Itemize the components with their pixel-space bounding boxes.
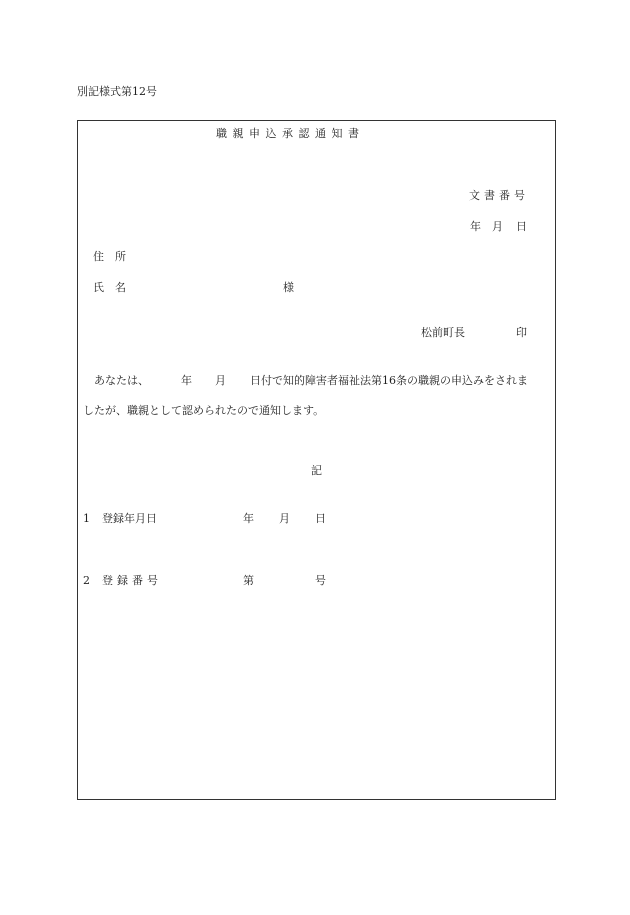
body-year: 年 [181, 374, 192, 387]
item2-suffix: 号 [315, 574, 326, 587]
item1-day: 日 [315, 512, 326, 525]
item2-label: 登録番号 [102, 574, 162, 587]
date-month: 月 [492, 220, 503, 233]
item1-month: 月 [279, 512, 290, 525]
date-day: 日 [516, 220, 527, 233]
body-intro: あなたは、 [94, 374, 149, 387]
name-label: 氏 名 [93, 281, 126, 294]
item1-year: 年 [243, 512, 254, 525]
item2-prefix: 第 [243, 574, 254, 587]
honorific: 様 [283, 281, 294, 294]
ki-heading: 記 [311, 464, 322, 477]
item1-label: 登録年月日 [102, 512, 157, 525]
body-line2: したが、職親として認められたので通知します。 [83, 404, 325, 417]
document-number-label: 文書番号 [469, 189, 529, 202]
date-year: 年 [470, 220, 481, 233]
body-month: 月 [215, 374, 226, 387]
address-label: 住 所 [93, 250, 126, 263]
item1-number: 1 [83, 512, 90, 525]
document-title: 職親申込承認通知書 [216, 127, 365, 140]
item2-number: 2 [83, 574, 90, 587]
form-number: 別記様式第12号 [77, 85, 157, 98]
body-line1-rest: 日付で知的障害者福祉法第16条の職親の申込みをされま [250, 374, 528, 387]
seal-mark: 印 [516, 326, 527, 339]
notice-form [77, 120, 556, 800]
issuer-name: 松前町長 [421, 326, 465, 339]
